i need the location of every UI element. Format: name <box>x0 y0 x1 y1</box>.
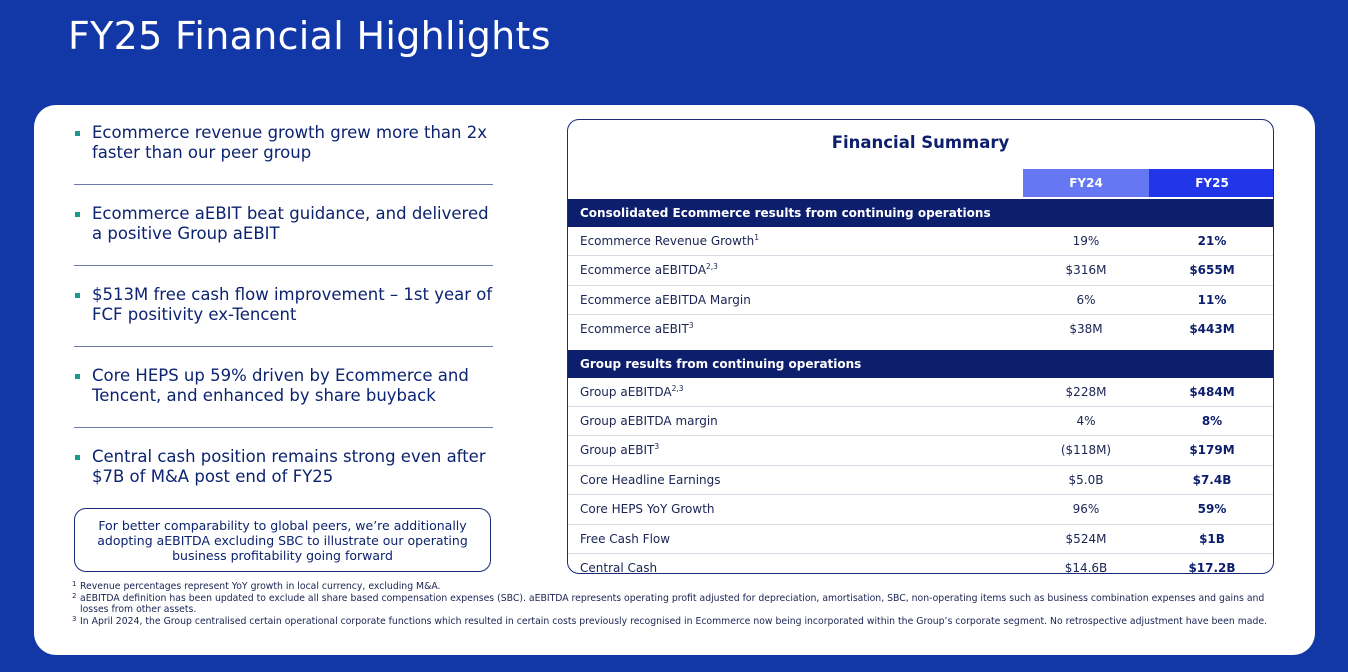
bullet-square-icon <box>75 455 80 460</box>
highlight-text: Ecommerce aEBIT beat guidance, and delivered a positive Group aEBIT <box>92 204 489 243</box>
fy25-value: $655M <box>1189 263 1235 278</box>
row-label: Core Headline Earnings <box>580 472 721 487</box>
fy24-value: 96% <box>1072 502 1100 517</box>
content-card <box>34 105 1315 655</box>
bullet-square-icon <box>75 131 80 136</box>
footnote <box>72 593 1272 616</box>
divider <box>74 184 493 185</box>
fy24-value: 4% <box>1076 413 1096 428</box>
fy24-value: 6% <box>1076 292 1096 307</box>
table-row <box>568 407 1274 436</box>
fy25-value: 11% <box>1197 292 1227 307</box>
fy24-value: $524M <box>1065 531 1107 546</box>
table-row <box>568 315 1274 343</box>
divider <box>74 265 493 266</box>
table-row <box>568 495 1274 524</box>
footnote-number: 1 <box>72 580 77 588</box>
footnote <box>72 616 1272 628</box>
financial-summary-table <box>567 119 1274 574</box>
table-row <box>568 525 1274 554</box>
footnote-number: 2 <box>72 591 77 600</box>
row-label: Core HEPS YoY Growth <box>580 502 715 517</box>
footnote-text: aEBITDA definition has been updated to exclude all share based compensation expenses (SBC). aEBITDA represents operating profit adjusted for depreciation, amortisation, SBC, non-operating items such as business combination expenses and gains and losses from other assets. <box>80 592 1265 615</box>
table-row <box>568 227 1274 256</box>
column-header-fy24: FY24 <box>1023 169 1149 197</box>
comparability-note: For better comparability to global peers, we’re additionally adopting aEBITDA excluding SBC to illustrate our operating business profitability going forward <box>74 508 491 572</box>
table-row <box>568 436 1274 465</box>
highlight-text: $513M free cash flow improvement – 1st year of FCF positivity ex-Tencent <box>92 285 493 324</box>
fy24-value: $316M <box>1065 263 1107 278</box>
footnote <box>72 581 1272 593</box>
section-header-group: Group results from continuing operations <box>568 350 1274 378</box>
fy25-value: $443M <box>1189 322 1235 337</box>
fy25-value: $484M <box>1189 384 1235 399</box>
row-label: Group aEBITDA$^{2,3}$ <box>580 383 684 399</box>
highlight-item <box>74 285 494 346</box>
row-label: Ecommerce aEBITDA Margin <box>580 292 751 307</box>
footnote-number: 3 <box>72 614 77 623</box>
section-header-ecommerce: Consolidated Ecommerce results from continuing operations <box>568 199 1274 227</box>
highlight-item <box>74 123 494 184</box>
table-row <box>568 378 1274 407</box>
highlight-item <box>74 447 494 508</box>
fy25-value: $179M <box>1189 443 1235 458</box>
fy25-value: $7.4B <box>1192 472 1232 487</box>
fy25-value: $17.2B <box>1188 560 1236 574</box>
highlight-text: Ecommerce revenue growth grew more than 2x faster than our peer group <box>92 123 488 162</box>
footnotes <box>72 581 1272 627</box>
fy24-value: $38M <box>1069 322 1103 337</box>
row-label: Free Cash Flow <box>580 531 671 546</box>
table-row <box>568 466 1274 495</box>
highlights-list <box>74 123 494 508</box>
row-label: Central Cash <box>580 560 658 574</box>
fy25-value: 21% <box>1197 234 1227 248</box>
table-row <box>568 256 1274 285</box>
footnote-text: Revenue percentages represent YoY growth in local currency, excluding M&A. <box>80 581 441 592</box>
fy25-value: 8% <box>1201 413 1223 428</box>
bullet-square-icon <box>75 212 80 217</box>
highlight-text: Central cash position remains strong even after $7B of M&A post end of FY25 <box>92 447 486 486</box>
fy24-value: $5.0B <box>1068 472 1104 487</box>
row-label: Group aEBITDA margin <box>580 413 718 428</box>
fy25-value: $1B <box>1199 531 1225 546</box>
summary-title: Financial Summary <box>831 133 1010 152</box>
fy24-value: ($118M) <box>1060 443 1112 458</box>
highlight-text: Core HEPS up 59% driven by Ecommerce and Tencent, and enhanced by share buyback <box>92 366 469 405</box>
divider <box>74 346 493 347</box>
bullet-square-icon <box>75 293 80 298</box>
row-label: Group aEBIT$^3$ <box>580 442 660 458</box>
divider <box>74 427 493 428</box>
bullet-square-icon <box>75 374 80 379</box>
fy24-value: 19% <box>1072 234 1100 248</box>
summary-rows <box>568 199 1274 574</box>
column-header-fy25: FY25 <box>1149 169 1274 197</box>
page-title: FY25 Financial Highlights <box>68 14 551 58</box>
footnote-text: In April 2024, the Group centralised certain operational corporate functions which resulted in certain costs previously recognised in Ecommerce now being incorporated within the Group’s corporate segment. No retrospective adjustment have been made. <box>80 615 1268 627</box>
highlight-item <box>74 366 494 427</box>
fy24-value: $14.6B <box>1064 560 1108 574</box>
row-label: Ecommerce aEBIT$^3$ <box>580 321 694 337</box>
table-row <box>568 554 1274 574</box>
row-label: Ecommerce aEBITDA$^{2,3}$ <box>580 262 718 278</box>
fy25-value: 59% <box>1197 502 1227 517</box>
row-label: Ecommerce Revenue Growth$^1$ <box>580 233 760 248</box>
table-row <box>568 286 1274 315</box>
highlight-item <box>74 204 494 265</box>
fy24-value: $228M <box>1065 384 1107 399</box>
